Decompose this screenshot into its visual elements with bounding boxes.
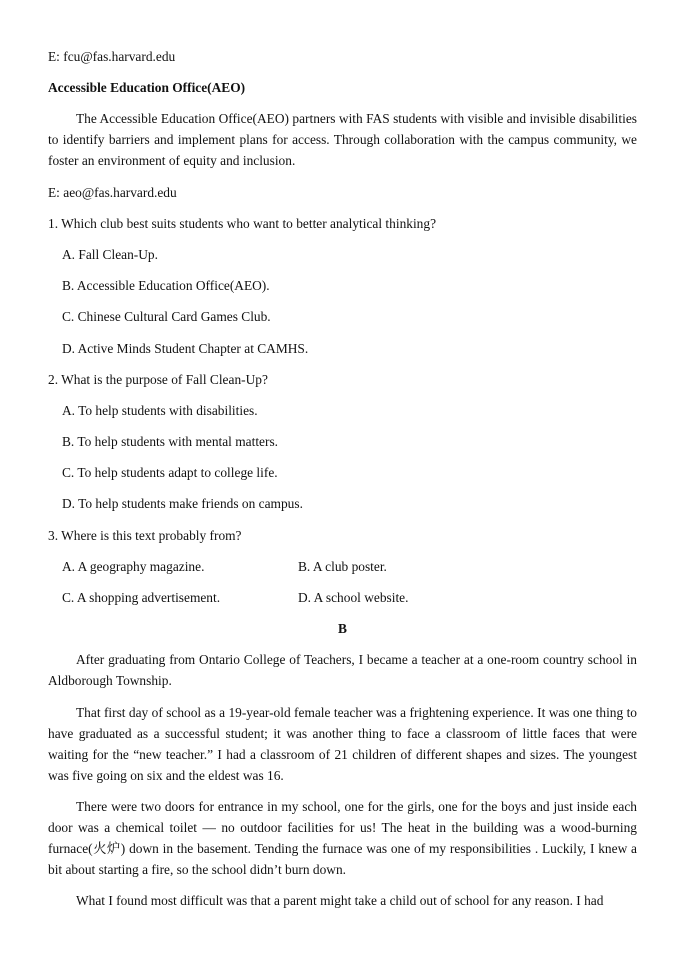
question-stem: 3. Where is this text probably from?: [48, 527, 242, 543]
question-stem: 1. Which club best suits students who want to better analytical thinking?: [48, 215, 437, 231]
document-page: [48, 46, 637, 921]
prev-email-line: E: fcu@fas.harvard.edu: [48, 49, 176, 64]
aeo-description: The Accessible Education Office(AEO) partners with FAS students with visible and invisible disabilities to identify barriers and implement plans for access. Through collaboration with the campus community, we foster an environment of equity and inclusion.: [48, 111, 637, 169]
question-option: C. Chinese Cultural Card Games Club.: [62, 309, 271, 325]
question-option: A. Fall Clean-Up.: [62, 246, 158, 262]
question-stem: 2. What is the purpose of Fall Clean-Up?: [48, 371, 268, 387]
passage-paragraph: What I found most difficult was that a parent might take a child out of school for any reason. I had: [76, 892, 604, 908]
option-row: [48, 556, 637, 577]
question-option: D. A school website.: [298, 590, 409, 605]
question-1: [48, 213, 637, 359]
aeo-heading: Accessible Education Office(AEO): [48, 80, 246, 96]
question-option: B. A club poster.: [298, 558, 387, 574]
passage-paragraph: That first day of school as a 19-year-old female teacher was a frightening experience. It was one thing to have graduated as a successful student; it was another thing to face a classroom of little faces that were waiting for the “new teacher.” I had a classroom of 21 children of different shapes and sizes. The youngest was five going on six and the eldest was 16.: [48, 704, 637, 783]
question-2: [48, 369, 637, 515]
question-3: [48, 525, 637, 608]
question-option: C. A shopping advertisement.: [62, 590, 221, 605]
aeo-email: E: aeo@fas.harvard.edu: [48, 184, 177, 200]
passage-paragraph: There were two doors for entrance in my school, one for the girls, one for the boys and just inside each door was a chemical toilet — no outdoor facilities for us! The heat in the building was a wood-burning furnace(火炉) down in the basement. Tending the furnace was one of my responsibilities . Luckily, I knew a bit about starting a fire, so the school didn’t burn down.: [48, 798, 637, 877]
question-option: D. Active Minds Student Chapter at CAMHS.: [62, 340, 309, 356]
question-option: A. A geography magazine.: [62, 558, 205, 574]
section-b-heading: B: [338, 621, 347, 637]
question-option: D. To help students make friends on campus.: [62, 496, 303, 512]
question-option: A. To help students with disabilities.: [62, 402, 258, 418]
passage-paragraph: After graduating from Ontario College of Teachers, I became a teacher at a one-room country school in Aldborough Township.: [48, 652, 637, 689]
question-option: B. Accessible Education Office(AEO).: [62, 278, 270, 294]
question-option: B. To help students with mental matters.: [62, 434, 279, 450]
option-row: [48, 587, 637, 608]
question-option: C. To help students adapt to college life.: [62, 465, 278, 481]
